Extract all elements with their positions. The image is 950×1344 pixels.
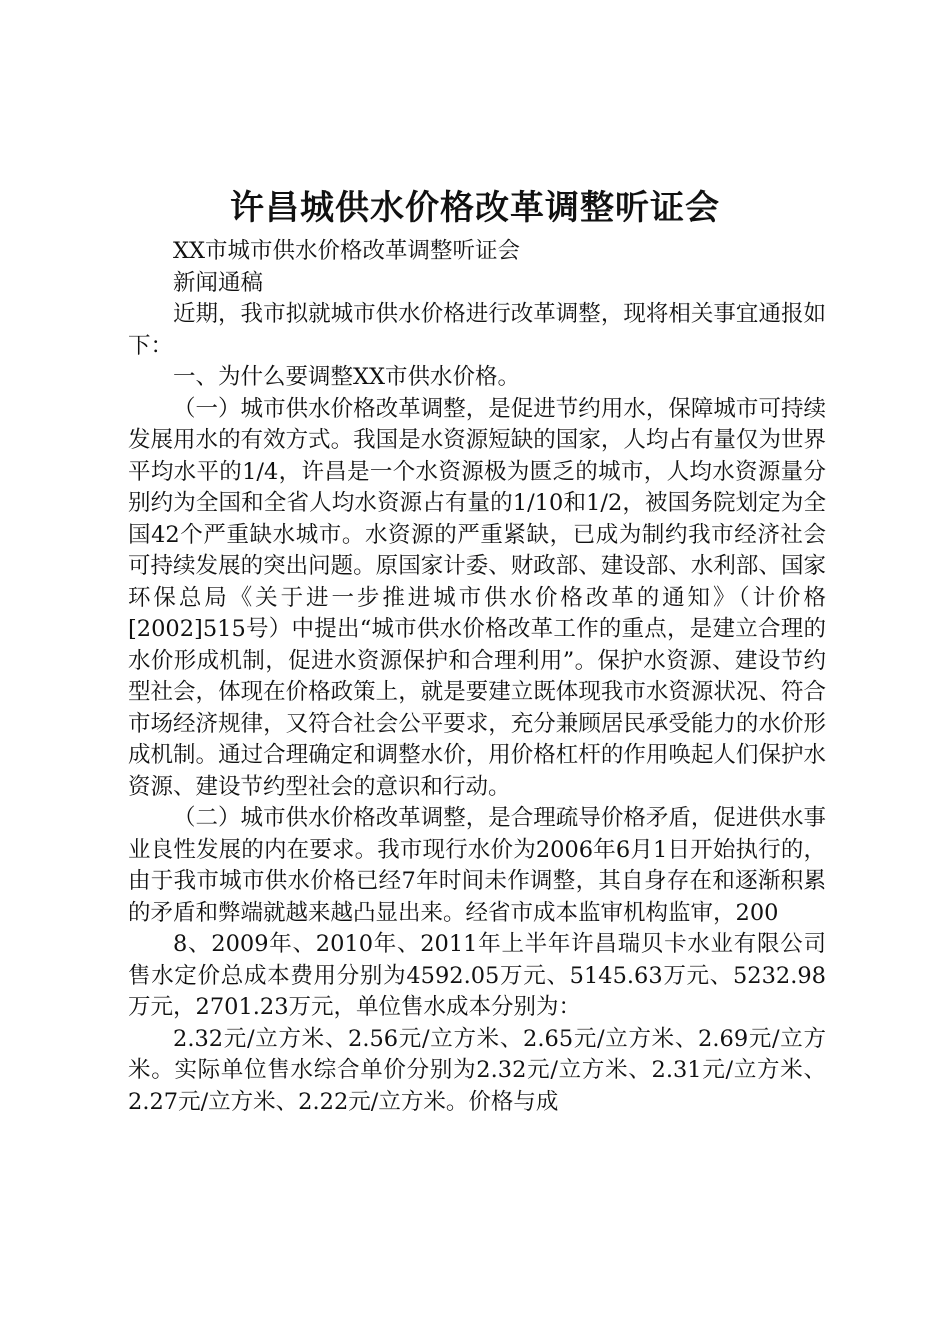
paragraph-section-heading: 一、为什么要调整XX市供水价格。	[173, 364, 521, 390]
paragraph-press-release: 新闻通稿	[173, 269, 264, 296]
document-body	[128, 236, 826, 1118]
paragraph-point-one: （一）城市供水价格改革调整，是促进节约用水，保障城市可持续发展用水的有效方式。我国是水资源短缺的国家，人均占有量仅为世界平均水平的1/4，许昌是一个水资源极为匮乏的城市，人均水资源量分别约为全国和全省人均水资源占有量的1/10和1/2，被国务院划定为全国42个严重缺水城市。水资源的严重紧缺，已成为制约我市经济社会可持续发展的突出问题。原国家计委、财政部、建设部、水利部、国家环保总局《关于进一步推进城市供水价格改革的通知》（计价格[2002]515号）中提出“城市供水价格改革工作的重点，是建立合理的水价形成机制，促进水资源保护和合理利用”。保护水资源、建设节约型社会，体现在价格政策上，就是要建立既体现我市水资源状况、符合市场经济规律，又符合社会公平要求，充分兼顾居民承受能力的水价形成机制。通过合理确定和调整水价，用价格杠杆的作用唤起人们保护水资源、建设节约型社会的意识和行动。	[128, 395, 826, 800]
paragraph-cost-figures: 8、2009年、2010年、2011年上半年许昌瑞贝卡水业有限公司售水定价总成本费用分别为4592.05万元、5145.63万元、5232.98万元，2701.23万元，单位售水成本分别为：	[128, 931, 826, 1020]
paragraph-point-two: （二）城市供水价格改革调整，是合理疏导价格矛盾，促进供水事业良性发展的内在要求。我市现行水价为2006年6月1日开始执行的，由于我市城市供水价格已经7年时间未作调整，其自身存在和逐渐积累的矛盾和弊端就越来越凸显出来。经省市成本监审机构监审，200	[128, 805, 826, 926]
paragraph-subtitle: XX市城市供水价格改革调整听证会	[173, 238, 521, 264]
document-title: 许昌城供水价格改革调整听证会	[230, 188, 720, 228]
paragraph-intro: 近期，我市拟就城市供水价格进行改革调整，现将相关事宜通报如下：	[128, 301, 826, 359]
paragraph-unit-prices: 2.32元/立方米、2.56元/立方米、2.65元/立方米、2.69元/立方米。实际单位售水综合单价分别为2.32元/立方米、2.31元/立方米、2.27元/立方米、2.22元/立方米。价格与成	[128, 1025, 826, 1115]
